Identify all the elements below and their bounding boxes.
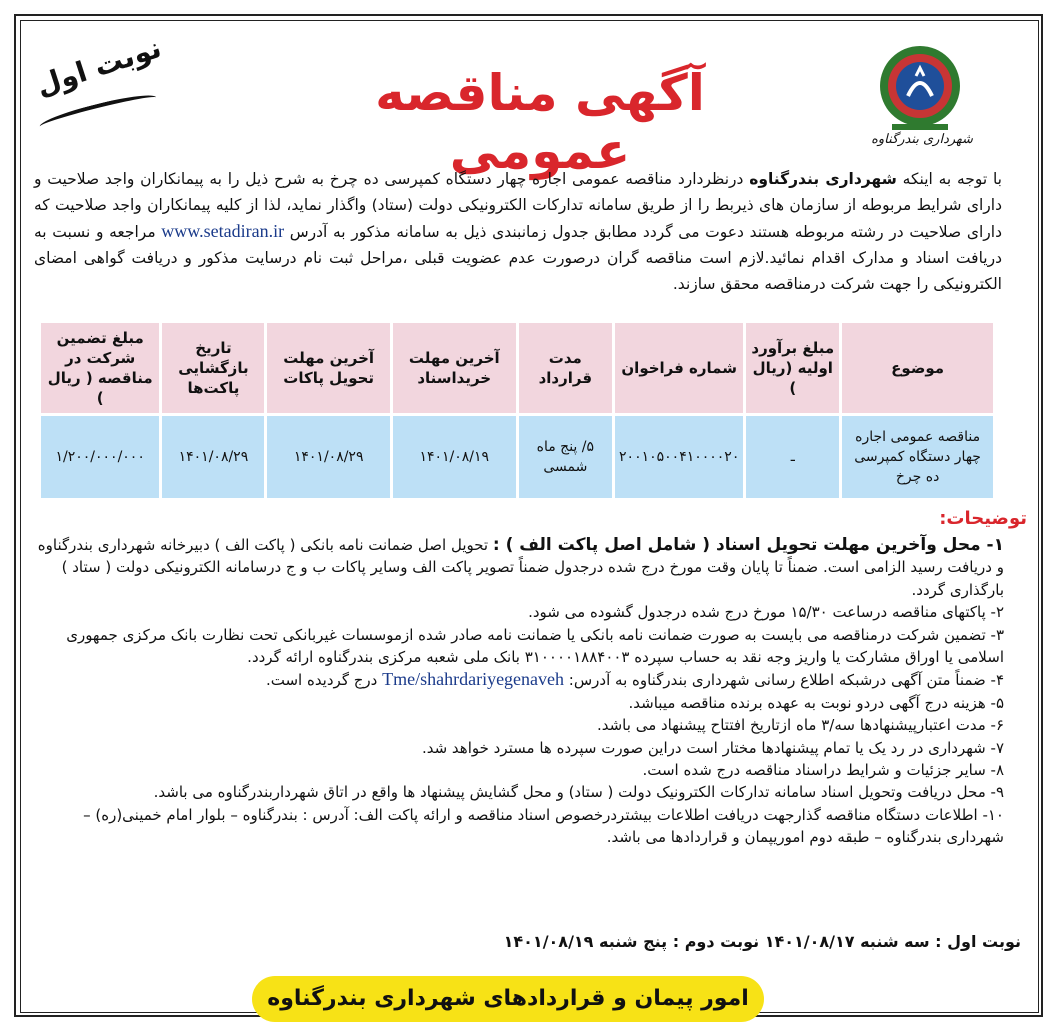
notes-list: [30, 534, 1004, 849]
cell-estimate: ـ: [746, 416, 839, 498]
note-item-6: ۶- مدت اعتبارپیشنهادها سه/۳ ماه ازتاریخ افتتاح پیشنهاد می باشد.: [596, 716, 1004, 735]
cell-duration: ۵/ پنج ماه شمسی: [519, 416, 612, 498]
col-header-envelope-deadline: آخرین مهلت تحویل پاکات: [267, 323, 389, 413]
publication-rounds: نوبت اول : سه شنبه ۱۴۰۱/۰۸/۱۷ نوبت دوم : پنج شنبه ۱۴۰۱/۰۸/۱۹: [503, 932, 1021, 951]
footer-banner: امور پیمان و قراردادهای شهرداری بندرگناوه: [252, 976, 764, 1022]
intro-paragraph: [34, 166, 1002, 297]
cell-subject: مناقصه عمومی اجاره چهار دستگاه کمپرسی ده چرخ: [842, 416, 993, 498]
tender-table: [38, 320, 996, 501]
note-item-2: ۲- پاکتهای مناقصه درساعت ۱۵/۳۰ مورخ درج شده درجدول گشوده می شود.: [528, 603, 1004, 622]
note-item-10: ۱۰- اطلاعات دستگاه مناقصه گذارجهت دریافت اطلاعات بیشتردرخصوص اسناد مناقصه و ارائه پاکت الف: آدرس : بندرگناوه – بلوار امام خمینی(ره) – شهرداری بندرگناوه – طبقه دوم اموریپمان و قراردادها می باشد.: [83, 805, 1004, 847]
intro-part2: درنظردارد مناقصه عمومی اجاره چهار دستگاه کمپرسی ده چرخ به شرح ذیل را به پیمانکاران واجد صلاحیت و دارای شرایط مربوطه از سازمان های ذیربط را از طریق سامانه تدارکات الکترونیکی دولت (ستاد) واگذار نماید، لذا از کلیه پیمانکاران واجد صلاحیت که دارای صلاحیت در رشته مربوطه هستند دعوت می گردد مطابق جدول زمانبندی ذیل به سامانه مذکور به آدرس: [34, 170, 1002, 241]
note-item-1: [30, 534, 1004, 601]
note-item-4-text: ۴- ضمناً متن آگهی درشبکه اطلاع رسانی شهرداری بندرگناوه به آدرس:: [564, 671, 1004, 690]
table-row: [41, 416, 993, 498]
cell-guarantee: ۱/۲۰۰/۰۰۰/۰۰۰: [41, 416, 159, 498]
intro-part3: مراجعه و نسبت به دریافت اسناد و مدارک اقدام نمائید.لازم است مناقصه گران درصورت عدم عضویت قبلی ،مراحل ثبت نام درسایت مذکور و دریافت گواهی امضای الکترونیکی را جهت شرکت درمناقصه محقق سازند.: [34, 223, 1002, 293]
col-header-call-number: شماره فراخوان: [615, 323, 743, 413]
logo-caption: شهرداری بندرگناوه: [871, 132, 973, 147]
note-item-5: ۵- هزینه درج آگهی دردو نوبت به عهده برنده مناقصه میباشد.: [628, 693, 1004, 712]
cell-call-number: ۲۰۰۱۰۵۰۰۴۱۰۰۰۰۲۰: [615, 416, 743, 498]
col-header-guarantee: مبلغ تضمین شرکت در مناقصه ( ریال ): [41, 323, 159, 413]
page-title: آگهی مناقصه عمومی: [375, 64, 705, 180]
intro-part1: با توجه به اینکه: [896, 170, 1002, 188]
note-item-4: [30, 668, 1004, 691]
table-header-row: [41, 323, 993, 413]
note-item-1-text: تحویل اصل ضمانت نامه بانکی ( پاکت الف ) دبیرخانه شهرداری بندرگناوه و دریافت رسید الزامی است. ضمناً تا پایان وقت مورخ درج شده درجدول ضمناً تصویر پاکت الف وسایر پاکات ب و ج درسامانه الکترونیکی دولت ( ستاد ) بارگذاری گردد.: [37, 536, 1004, 599]
col-header-doc-deadline: آخرین مهلت خریداسناد: [393, 323, 516, 413]
note-item-3: ۳- تضمین شرکت درمناقصه می بایست به صورت ضمانت نامه بانکی یا ضمانت نامه صادر شده ازموسسات غیربانکی تحت نظارت بانک مرکزی جمهوری اسلامی یا اوراق مشارکت یا واریز وجه نقد به حساب سپرده ۳۱۰۰۰۰۱۸۸۴۰۰۳ بانک ملی شعبه مرکزی بندرگناوه ارائه گردد.: [66, 625, 1004, 667]
note-item-8: ۸- سایر جزئیات و شرایط دراسناد مناقصه درج شده است.: [642, 761, 1004, 780]
note-item-9: ۹- محل دریافت وتحویل اسناد سامانه تدارکات الکترونیک دولت ( ستاد) و محل گشایش پیشنهاد ها واقع در اتاق شهرداربندرگناوه می باشد.: [153, 783, 1004, 802]
col-header-duration: مدت قرارداد: [519, 323, 612, 413]
cell-doc-deadline: ۱۴۰۱/۰۸/۱۹: [393, 416, 516, 498]
cell-opening-date: ۱۴۰۱/۰۸/۲۹: [162, 416, 264, 498]
round-badge: نوبت اول: [32, 30, 166, 103]
col-header-estimate: مبلغ برآورد اولیه (ریال ): [746, 323, 839, 413]
notes-heading: توضیحات:: [939, 508, 1027, 529]
note-item-1-title: ۱- محل وآخرین مهلت تحویل اسناد ( شامل اصل پاکت الف ) :: [492, 535, 1004, 555]
col-header-subject: موضوع: [842, 323, 993, 413]
telegram-link[interactable]: Tme/shahrdariyegenaveh: [382, 669, 565, 690]
note-item-7: ۷- شهرداری در رد یک یا تمام پیشنهادها مختار است دراین صورت سپرده ها مسترد خواهد شد.: [421, 738, 1004, 757]
cell-envelope-deadline: ۱۴۰۱/۰۸/۲۹: [267, 416, 389, 498]
note-item-4-end: درج گردیده است.: [265, 671, 383, 690]
col-header-opening-date: تاریخ بازگشایی پاکت‌ها: [162, 323, 264, 413]
municipality-logo-icon: [872, 40, 968, 136]
website-link[interactable]: www.setadiran.ir: [161, 221, 285, 241]
intro-org-name: شهرداری بندرگناوه: [749, 170, 897, 188]
